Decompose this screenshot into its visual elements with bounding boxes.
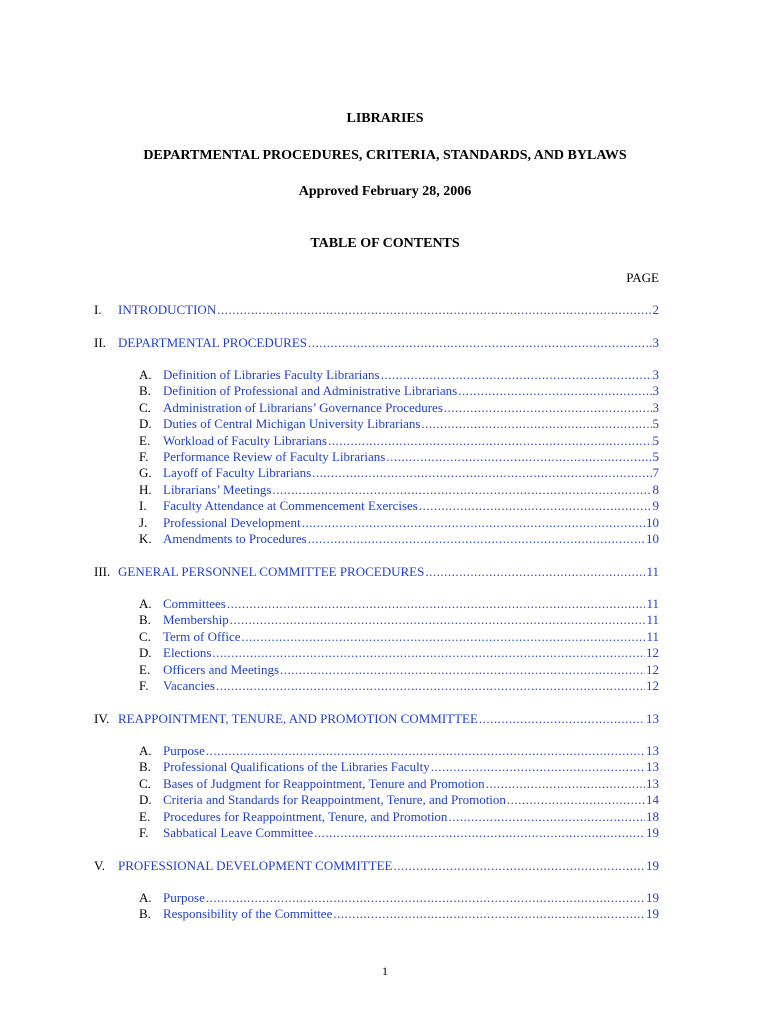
entry-link[interactable]: Sabbatical Leave Committee <box>163 825 314 840</box>
section-page: 11 <box>646 564 659 579</box>
entry-page: 13 <box>646 775 659 791</box>
section-link[interactable]: REAPPOINTMENT, TENURE, AND PROMOTION COMMITTEE <box>118 711 478 726</box>
dot-leader <box>393 858 645 874</box>
entry-link[interactable]: Procedures for Reappointment, Tenure, and Promotion <box>163 808 448 824</box>
entry-letter: E. <box>139 808 151 824</box>
org-heading: LIBRARIES <box>346 111 424 126</box>
dot-leader <box>230 612 646 628</box>
dot-leader <box>333 906 645 922</box>
entry-link[interactable]: Purpose <box>163 743 205 758</box>
entry-letter: I. <box>139 498 147 514</box>
dot-leader <box>280 662 645 678</box>
section-number: I. <box>94 302 102 317</box>
entry-letter: G. <box>139 465 152 481</box>
toc-entry[interactable] <box>139 825 659 841</box>
entry-link[interactable]: Workload of Faculty Librarians <box>163 432 327 448</box>
section-link[interactable]: GENERAL PERSONNEL COMMITTEE PROCEDURES <box>118 564 425 579</box>
section-page: 3 <box>652 335 659 350</box>
entry-page: 5 <box>652 432 659 448</box>
toc-entry[interactable] <box>139 596 659 612</box>
entry-page: 19 <box>646 906 659 922</box>
dot-leader <box>421 416 651 432</box>
toc-entry[interactable] <box>139 629 659 645</box>
page-number: 1 <box>382 964 388 978</box>
entry-link[interactable]: Professional Qualifications of the Libraries Faculty <box>163 759 430 775</box>
toc-entry[interactable] <box>139 776 659 792</box>
entry-link[interactable]: Membership <box>163 612 229 628</box>
entry-letter: A. <box>139 890 152 905</box>
dot-leader <box>458 383 651 399</box>
section-number: III. <box>94 564 111 579</box>
toc-entry[interactable] <box>139 662 659 678</box>
entry-link[interactable]: Duties of Central Michigan University Librarians <box>163 416 421 432</box>
entry-letter: E. <box>139 432 151 448</box>
toc-entry[interactable] <box>139 498 659 514</box>
entry-letter: C. <box>139 775 151 791</box>
entry-page: 12 <box>646 645 659 661</box>
entry-link[interactable]: Purpose <box>163 890 205 905</box>
dot-leader <box>328 433 652 449</box>
entry-letter: B. <box>139 612 151 628</box>
entry-link[interactable]: Performance Review of Faculty Librarians <box>163 449 386 464</box>
dot-leader <box>272 482 651 498</box>
section-number: V. <box>94 858 105 873</box>
section-link[interactable]: PROFESSIONAL DEVELOPMENT COMMITTEE <box>118 858 393 873</box>
entry-page: 19 <box>646 825 659 840</box>
toc-entry[interactable] <box>139 890 659 906</box>
page-column-label: PAGE <box>626 270 659 285</box>
toc-section[interactable] <box>94 335 659 351</box>
entry-link[interactable]: Term of Office <box>163 628 241 644</box>
section-number: II. <box>94 335 106 350</box>
entry-link[interactable]: Layoff of Faculty Librarians <box>163 465 312 481</box>
toc-entry[interactable] <box>139 400 659 416</box>
toc-entry[interactable] <box>139 743 659 759</box>
toc-entry[interactable] <box>139 906 659 922</box>
entry-link[interactable]: Faculty Attendance at Commencement Exercises <box>163 498 418 514</box>
entry-page: 8 <box>652 481 659 497</box>
toc-entry[interactable] <box>139 465 659 481</box>
entry-page: 7 <box>652 465 659 481</box>
toc-entry[interactable] <box>139 792 659 808</box>
entry-page: 12 <box>646 678 659 693</box>
dot-leader <box>381 367 652 383</box>
dot-leader <box>425 564 645 580</box>
toc-heading: TABLE OF CONTENTS <box>310 236 460 251</box>
entry-letter: D. <box>139 645 152 661</box>
section-link[interactable]: INTRODUCTION <box>118 302 217 317</box>
entry-link[interactable]: Officers and Meetings <box>163 661 280 677</box>
section-page: 19 <box>646 858 659 873</box>
entry-letter: C. <box>139 399 151 415</box>
section-number: IV. <box>94 711 110 726</box>
toc-section[interactable] <box>94 711 659 727</box>
toc-entry[interactable] <box>139 515 659 531</box>
section-page: 2 <box>652 302 659 317</box>
entry-link[interactable]: Administration of Librarians’ Governance Procedures <box>163 399 443 415</box>
entry-page: 3 <box>652 367 659 382</box>
dot-leader <box>308 335 652 351</box>
toc-entry[interactable] <box>139 449 659 465</box>
entry-page: 11 <box>646 596 659 611</box>
entry-letter: C. <box>139 628 151 644</box>
toc-entry[interactable] <box>139 645 659 661</box>
entry-link[interactable]: Bases of Judgment for Reappointment, Tenure and Promotion <box>163 775 485 791</box>
entry-page: 9 <box>652 498 659 514</box>
toc-entry[interactable] <box>139 678 659 694</box>
dot-leader <box>448 809 645 825</box>
toc-entry[interactable] <box>139 416 659 432</box>
dot-leader <box>507 792 645 808</box>
entry-letter: B. <box>139 906 151 922</box>
entry-letter: A. <box>139 743 152 758</box>
entry-letter: F. <box>139 678 149 693</box>
entry-link[interactable]: Amendments to Procedures <box>163 531 307 546</box>
entry-page: 11 <box>646 628 659 644</box>
toc-entry[interactable] <box>139 759 659 775</box>
entry-letter: D. <box>139 792 152 808</box>
entry-letter: A. <box>139 596 152 611</box>
dot-leader <box>486 776 645 792</box>
toc-section[interactable] <box>94 858 659 874</box>
entry-page: 11 <box>646 612 659 628</box>
entry-letter: K. <box>139 531 152 546</box>
dot-leader <box>227 596 646 612</box>
toc-section[interactable] <box>94 564 659 580</box>
dot-leader <box>431 759 645 775</box>
dot-leader <box>302 515 645 531</box>
entry-link[interactable]: Elections <box>163 645 212 661</box>
dot-leader <box>419 498 652 514</box>
entry-page: 12 <box>646 661 659 677</box>
entry-page: 3 <box>652 399 659 415</box>
dot-leader <box>206 890 645 906</box>
entry-page: 3 <box>652 383 659 399</box>
entry-letter: D. <box>139 416 152 432</box>
toc-section[interactable] <box>94 302 659 318</box>
dot-leader <box>216 678 645 694</box>
entry-page: 13 <box>646 743 659 758</box>
entry-page: 18 <box>646 808 659 824</box>
section-link[interactable]: DEPARTMENTAL PROCEDURES <box>118 335 307 350</box>
entry-link[interactable]: Vacancies <box>163 678 215 693</box>
dot-leader <box>206 743 645 759</box>
entry-letter: B. <box>139 759 151 775</box>
entry-page: 14 <box>646 792 659 808</box>
entry-page: 10 <box>646 514 659 530</box>
toc-entry[interactable] <box>139 433 659 449</box>
toc-entry[interactable] <box>139 367 659 383</box>
entry-link[interactable]: Committees <box>163 596 226 611</box>
entry-link[interactable]: Definition of Professional and Administrative Librarians <box>163 383 458 399</box>
entry-page: 5 <box>652 416 659 432</box>
dot-leader <box>314 825 645 841</box>
entry-letter: F. <box>139 449 149 464</box>
toc-entry[interactable] <box>139 383 659 399</box>
entry-page: 5 <box>652 449 659 464</box>
dot-leader <box>242 629 646 645</box>
dot-leader <box>217 302 651 318</box>
dot-leader <box>212 645 645 661</box>
entry-link[interactable]: Professional Development <box>163 514 301 530</box>
toc-entry[interactable] <box>139 809 659 825</box>
dot-leader <box>308 531 645 547</box>
entry-letter: B. <box>139 383 151 399</box>
toc-entry[interactable] <box>139 612 659 628</box>
dot-leader <box>312 465 651 481</box>
entry-page: 13 <box>646 759 659 775</box>
entry-page: 10 <box>646 531 659 546</box>
entry-link[interactable]: Librarians’ Meetings <box>163 481 272 497</box>
document-title: DEPARTMENTAL PROCEDURES, CRITERIA, STANDARDS, AND BYLAWS <box>143 148 627 163</box>
entry-link[interactable]: Criteria and Standards for Reappointment, Tenure, and Promotion <box>163 792 506 808</box>
entry-page: 19 <box>646 890 659 905</box>
dot-leader <box>444 400 652 416</box>
toc-entry[interactable] <box>139 482 659 498</box>
entry-letter: A. <box>139 367 152 382</box>
approval-date: Approved February 28, 2006 <box>298 184 472 199</box>
entry-link[interactable]: Responsibility of the Committee <box>163 906 333 922</box>
entry-letter: F. <box>139 825 149 840</box>
entry-letter: E. <box>139 661 151 677</box>
dot-leader <box>386 449 651 465</box>
dot-leader <box>479 711 645 727</box>
toc-entry[interactable] <box>139 531 659 547</box>
entry-letter: J. <box>139 514 148 530</box>
entry-link[interactable]: Definition of Libraries Faculty Librarians <box>163 367 380 382</box>
entry-letter: H. <box>139 481 152 497</box>
section-page: 13 <box>646 711 659 726</box>
